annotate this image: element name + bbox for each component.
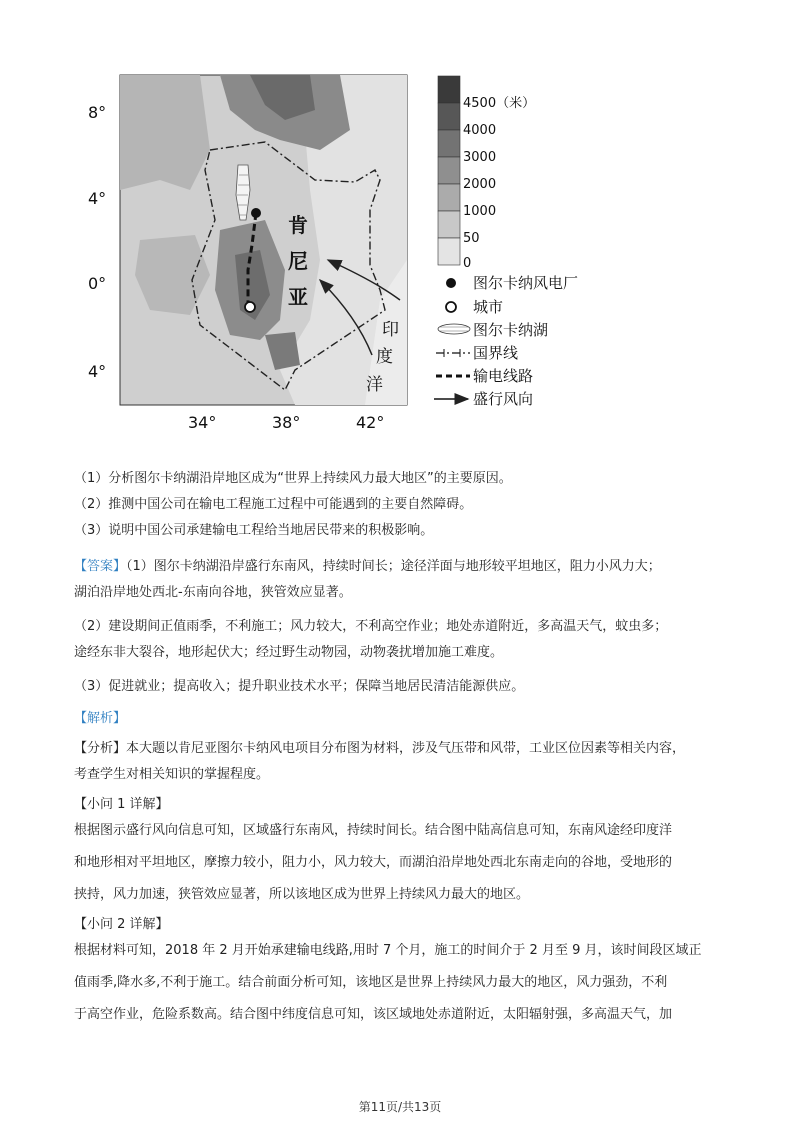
ocean-label-char: 印 [382, 320, 399, 340]
legend-label: 国界线 [473, 344, 519, 362]
city-marker [245, 302, 255, 312]
explanation-line: 值雨季,降水多,不利于施工。结合前面分析可知，该地区是世界上持续风力最大的地区，风力强劲，不利 [74, 975, 668, 990]
country-label-char: 亚 [288, 285, 308, 309]
question-item: （3）说明中国公司承建输电工程给当地居民带来的积极影响。 [74, 523, 434, 538]
lat-label: 8° [88, 103, 107, 122]
questions-block [74, 466, 734, 544]
lon-label: 34° [188, 413, 217, 432]
answer-line: 湖泊沿岸地处西北-东南向谷地，狭管效应显著。 [74, 585, 352, 600]
answer-block [74, 554, 734, 700]
explanation-line: 于高空作业，危险系数高。结合图中纬度信息可知，该区域地处赤道附近，太阳辐射强，多高温天气，加 [74, 1007, 673, 1022]
elevation-swatch [438, 130, 460, 157]
legend-label: 城市 [473, 298, 504, 316]
subquestion-title: 【小问 1 详解】 [74, 797, 169, 812]
elevation-legend-label: 50 [463, 231, 480, 246]
lat-label: 4° [88, 362, 107, 381]
elevation-swatch [438, 184, 460, 211]
elevation-color-bar [438, 76, 460, 265]
elevation-legend-label: 1000 [463, 204, 497, 219]
ocean-label-char: 洋 [366, 375, 383, 395]
legend-label: 输电线路 [473, 367, 534, 385]
answer-line: （2）建设期间正值雨季，不利施工；风力较大，不利高空作业；地处赤道附近，多高温天气，蚊虫多； [74, 619, 668, 634]
lake-symbol-icon [438, 324, 470, 334]
elevation-legend-label: 4500（米） [463, 96, 536, 111]
lon-label: 42° [356, 413, 385, 432]
wind-power-plant-marker [251, 208, 261, 218]
map-area [120, 75, 407, 405]
filled-dot-icon [446, 278, 456, 288]
longitude-labels [188, 413, 384, 432]
analysis-tag: 【解析】 [74, 711, 127, 726]
symbol-legend [434, 274, 578, 408]
lon-label: 38° [272, 413, 301, 432]
explanation-line: 根据材料可知，2018 年 2 月开始承建输电线路,用时 7 个月，施工的时间介于 2 月至 9 月，该时间段区域正 [74, 943, 702, 958]
legend-label: 图尔卡纳风电厂 [473, 274, 579, 292]
latitude-labels [88, 103, 106, 381]
answer-line: （3）促进就业；提高收入；提升职业技术水平；保障当地居民清洁能源供应。 [74, 679, 525, 694]
elevation-swatch [438, 103, 460, 130]
answer-line [74, 554, 734, 580]
lat-label: 0° [88, 274, 107, 293]
subquestion-title: 【小问 2 详解】 [74, 917, 169, 932]
elevation-legend [438, 76, 535, 271]
analysis-line: 【分析】本大题以肯尼亚图尔卡纳风电项目分布图为材料，涉及气压带和风带，工业区位因素等相关内容， [74, 741, 686, 756]
border-line-icon [436, 349, 470, 357]
ocean-label-char: 度 [376, 347, 393, 367]
explanation-line: 和地形相对平坦地区，摩擦力较小，阻力小，风力较大，而湖泊沿岸地处西北东南走向的谷地，受地形的 [74, 855, 673, 870]
legend-label: 盛行风向 [473, 390, 534, 408]
kenya-map-figure [80, 70, 579, 440]
hollow-dot-icon [446, 302, 456, 312]
country-label-char: 肯 [288, 213, 308, 237]
page-footer: 第11页/共13页 [358, 1100, 442, 1114]
analysis-line: 考查学生对相关知识的掌握程度。 [74, 767, 270, 782]
elevation-swatch [438, 76, 460, 103]
elevation-legend-label: 4000 [463, 123, 497, 138]
question-item: （2）推测中国公司在输电工程施工过程中可能遇到的主要自然障碍。 [74, 497, 473, 512]
answer-tag: 【答案】 [74, 559, 127, 574]
legend-label: 图尔卡纳湖 [473, 321, 549, 339]
elevation-swatch [438, 238, 460, 265]
analysis-block [74, 706, 734, 1028]
answer-line: 途经东非大裂谷，地形起伏大；经过野生动物园，动物袭扰增加施工难度。 [74, 645, 504, 660]
explanation-line: 根据图示盛行风向信息可知，区域盛行东南风，持续时间长。结合图中陆高信息可知，东南风途经印度洋 [74, 823, 673, 838]
country-label-char: 尼 [288, 249, 308, 273]
answer-text: （1）图尔卡纳湖沿岸盛行东南风，持续时间长；途径洋面与地形较平坦地区，阻力小风力大； [126, 559, 661, 574]
elevation-legend-label: 3000 [463, 150, 497, 165]
question-item: （1）分析图尔卡纳湖沿岸地区成为“世界上持续风力最大地区”的主要原因。 [74, 471, 512, 486]
elevation-swatch [438, 157, 460, 184]
lat-label: 4° [88, 189, 107, 208]
elevation-legend-label: 0 [463, 256, 472, 271]
country-label [288, 213, 308, 309]
elevation-legend-label: 2000 [463, 177, 497, 192]
elevation-swatch [438, 211, 460, 238]
explanation-line: 挟持，风力加速，狭管效应显著，所以该地区成为世界上持续风力最大的地区。 [74, 887, 530, 902]
